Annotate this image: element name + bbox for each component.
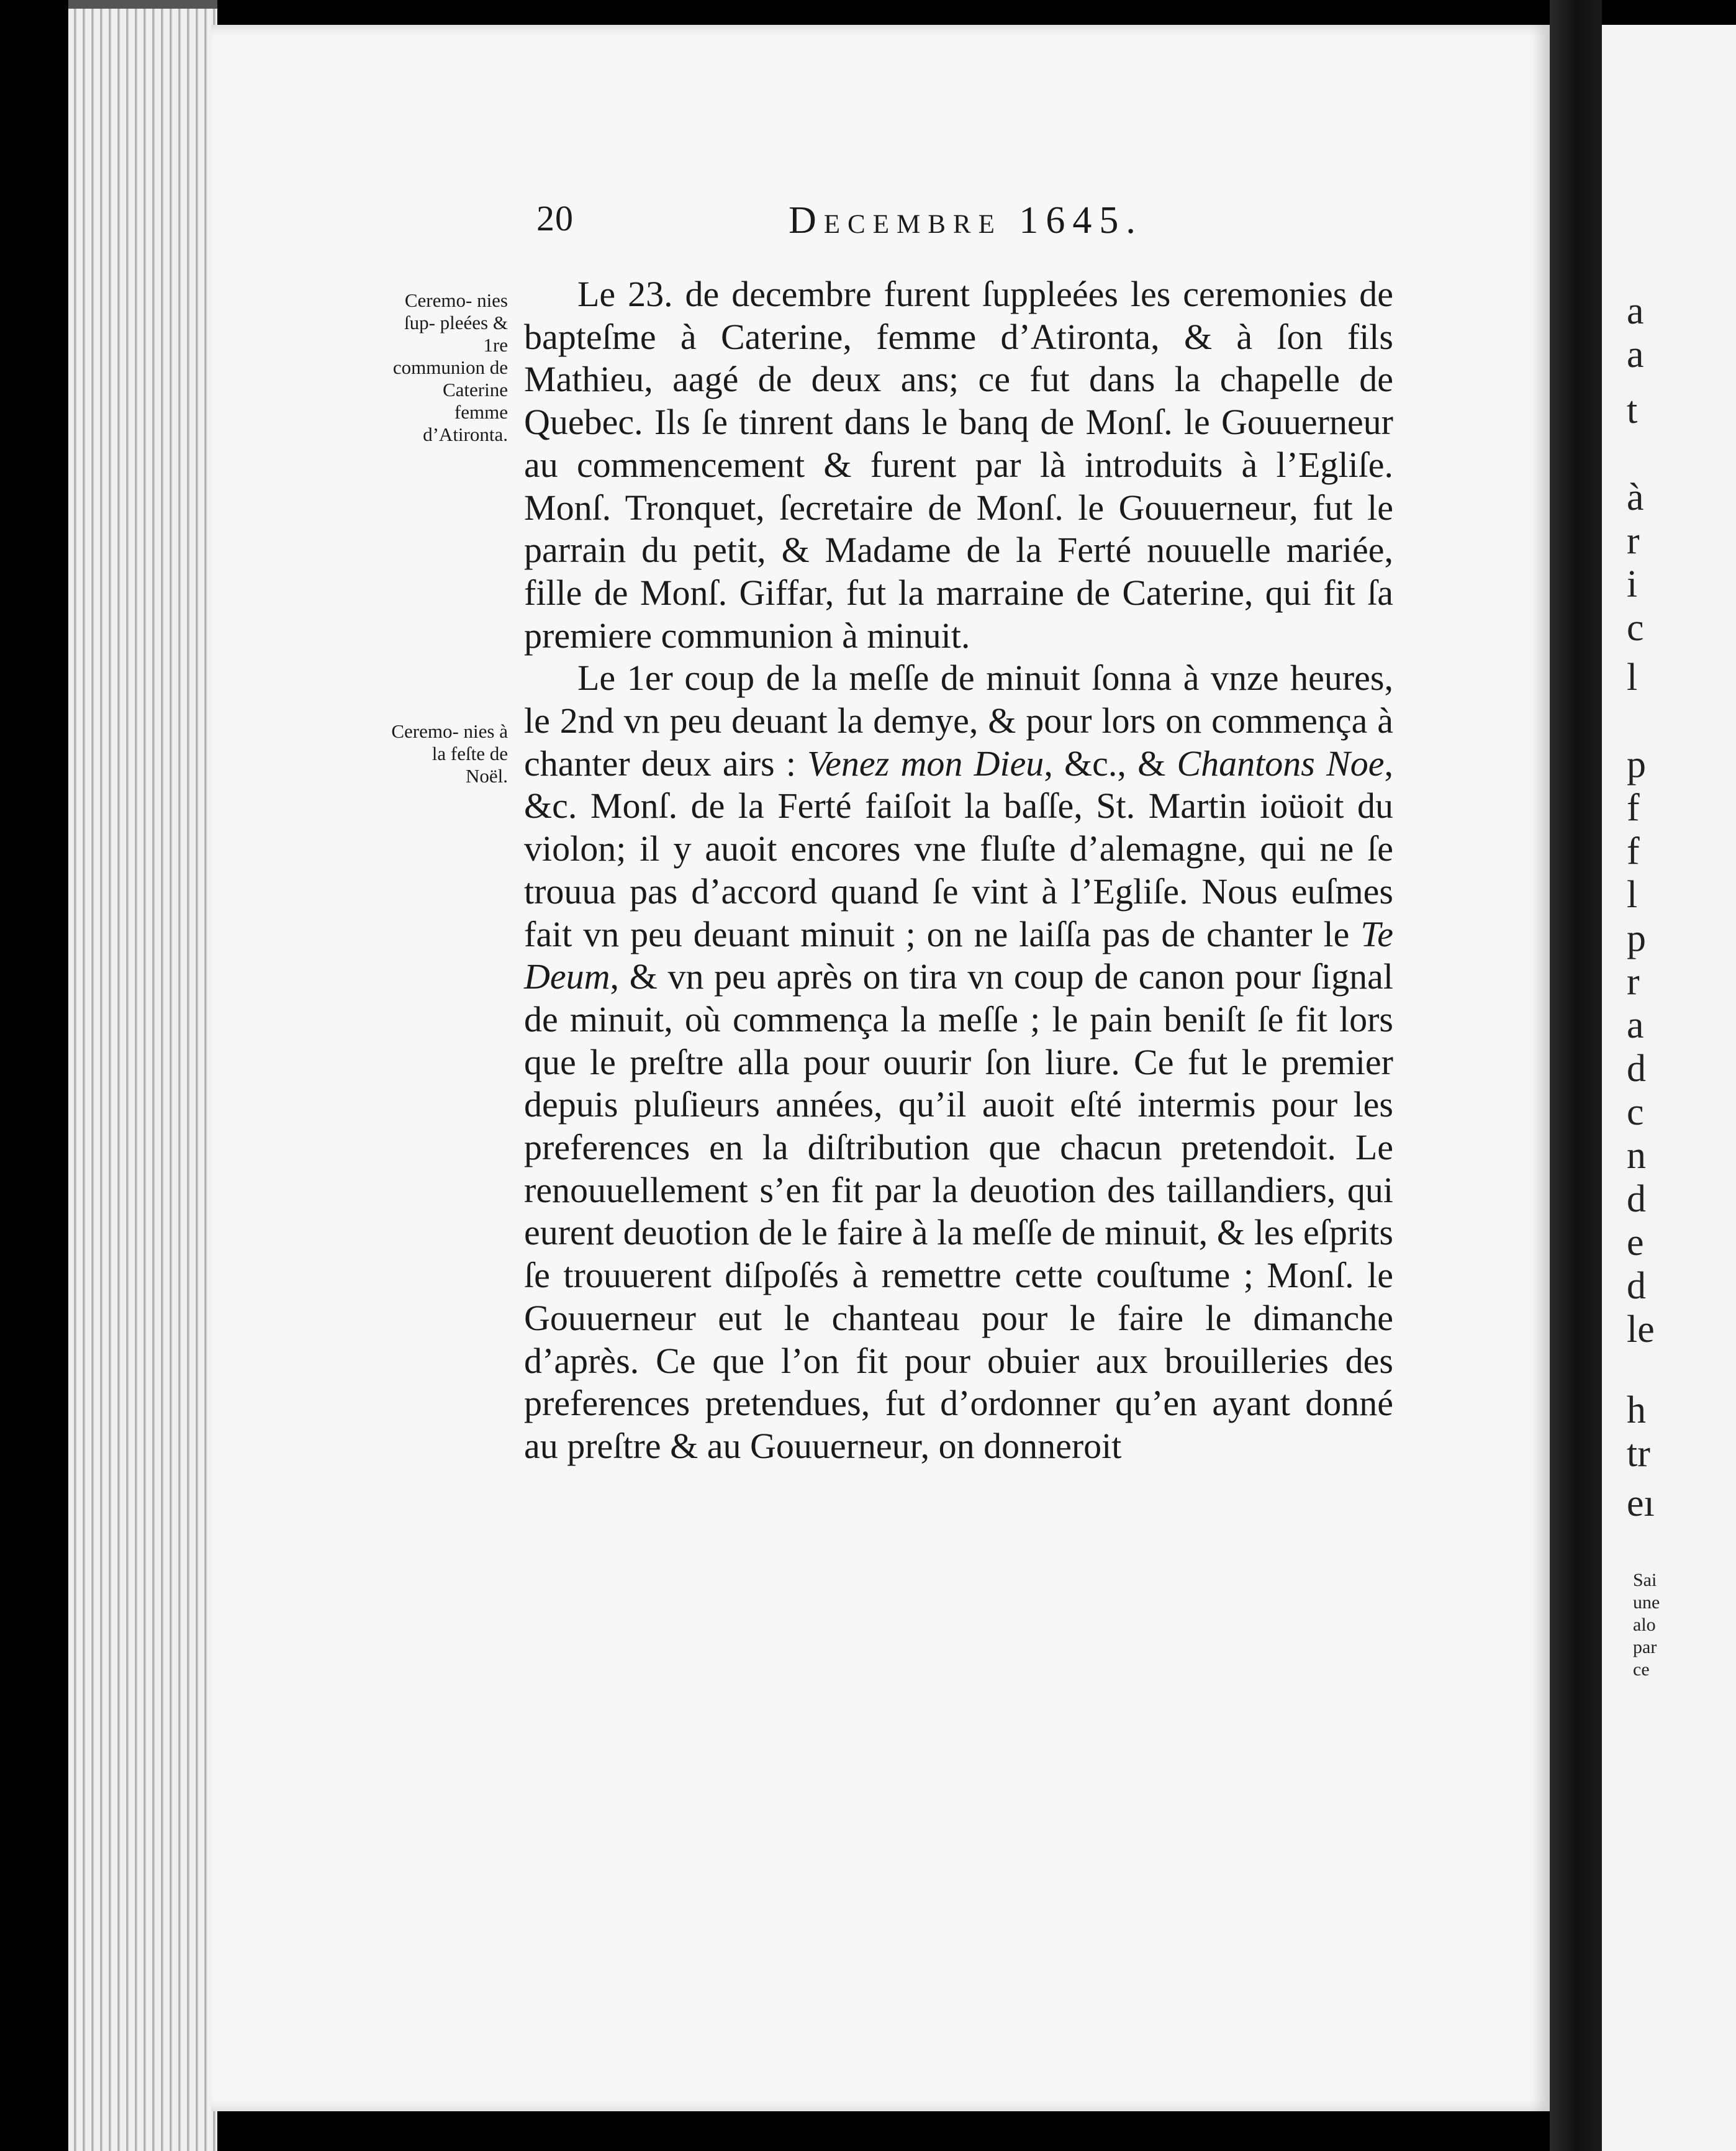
facing-line-fragment: p xyxy=(1627,743,1646,786)
facing-line-fragment: eı xyxy=(1627,1482,1655,1524)
running-title: Decembre 1645. xyxy=(789,199,1143,242)
facing-line-fragment: r xyxy=(1627,961,1640,1003)
facing-line-fragment: a xyxy=(1627,1004,1644,1046)
facing-line-fragment: l xyxy=(1627,874,1638,916)
italic-title: Chantons Noe xyxy=(1177,743,1385,784)
body-text xyxy=(524,273,1393,1468)
facing-line-fragment: f xyxy=(1627,787,1640,829)
facing-line-fragment: à xyxy=(1627,476,1644,519)
italic-title: Venez mon Dieu xyxy=(807,743,1044,784)
facing-line-fragment: n xyxy=(1627,1134,1646,1177)
facing-line-fragment: h xyxy=(1627,1389,1646,1431)
facing-line-fragment: le xyxy=(1627,1308,1655,1351)
margin-note-christmas-ceremonies: Ceremo- nies à la feſte de Noël. xyxy=(391,720,508,787)
facing-line-fragment: a xyxy=(1627,290,1644,332)
facing-line-fragment: t xyxy=(1627,389,1638,432)
facing-note-fragment: alo xyxy=(1633,1614,1656,1635)
facing-line-fragment: i xyxy=(1627,563,1638,605)
facing-note-fragment: ce xyxy=(1633,1659,1650,1680)
facing-page xyxy=(1602,25,1736,2151)
facing-line-fragment: l xyxy=(1627,656,1638,699)
paragraph xyxy=(524,657,1393,1467)
text-run: Le 1er coup de la meſſe de minuit ſonna à vnze heures, le 2nd vn peu deuant la demye, & pour lors on commença à chanter deux airs : xyxy=(524,658,1393,784)
text-run: , &c. Monſ. de la Ferté faiſoit la baſſe, St. Martin ioüoit du violon; il y auoit encores vne fluſte d’alemagne, qui ne ſe trouua pas d’accord quand ſe vint à l’Egliſe. Nous euſmes fait vn peu deuant minuit ; on ne laiſſa pas de chanter le xyxy=(524,743,1393,954)
facing-line-fragment: p xyxy=(1627,917,1646,959)
italic-title: Te Deum xyxy=(524,913,1393,997)
book-gutter xyxy=(1550,0,1602,2151)
facing-note-fragment: une xyxy=(1633,1592,1660,1613)
facing-line-fragment: f xyxy=(1627,830,1640,872)
facing-line-fragment: a xyxy=(1627,333,1644,376)
facing-line-fragment: tr xyxy=(1627,1433,1650,1475)
page-number: 20 xyxy=(536,198,574,238)
facing-line-fragment: d xyxy=(1627,1178,1646,1220)
paragraph xyxy=(524,273,1393,657)
stacked-page-edges xyxy=(68,0,217,2151)
facing-note-fragment: par xyxy=(1633,1637,1657,1657)
text-run: , &c., & xyxy=(1044,743,1177,784)
text-run: Le 23. de decembre furent ſuppleées les ceremonies de bapteſme à Caterine, femme d’Atironta, & à ſon fils Mathieu, aagé de deux ans; ce fut dans la chapelle de Quebec. Ils ſe tinrent dans le banq de Monſ. le Gouuerneur au commencement & furent par là introduits à l’Egliſe. Monſ. Tronquet, ſecretaire de Monſ. le Gouuerneur, fut le parrain du petit, & Madame de la Ferté nouuelle mariée, fille de Monſ. Giffar, fut la marraine de Caterine, qui fit ſa premiere communion à minuit. xyxy=(524,274,1393,656)
facing-line-fragment: c xyxy=(1627,607,1644,649)
page-edge-shadow xyxy=(68,0,217,9)
facing-line-fragment: d xyxy=(1627,1265,1646,1307)
facing-line-fragment: e xyxy=(1627,1221,1644,1264)
facing-note-fragment: Sai xyxy=(1633,1570,1657,1590)
facing-line-fragment: d xyxy=(1627,1048,1646,1090)
text-run: , & vn peu après on tira vn coup de canon pour ſignal de minuit, où commença la meſſe ; le pain beniſt ſe fit lors que le preſtre alla pour ouurir ſon liure. Ce fut le premier depuis pluſieurs années, qu’il auoit eſté intermis pour les preferences en la diſtribution que chacun pretendoit. Le renouuellement s’en fit par la deuotion des taillandiers, qui eurent deuotion de le faire à la meſſe de minuit, & les eſprits ſe trouuerent diſpoſés à remettre cette couſtume ; Monſ. le Gouuerneur eut le chanteau pour le faire le dimanche d’après. Ce que l’on fit pour obuier aux brouilleries des preferences pretendues, fut d’ordonner qu’en ayant donné au preſtre & au Gouuerneur, on donneroit xyxy=(524,956,1393,1466)
margin-note-ceremonies-supplied: Ceremo- nies ſup- pleées & 1re communion de Caterine femme d’Atironta. xyxy=(392,289,508,445)
facing-line-fragment: c xyxy=(1627,1091,1644,1133)
facing-line-fragment: r xyxy=(1627,520,1640,562)
